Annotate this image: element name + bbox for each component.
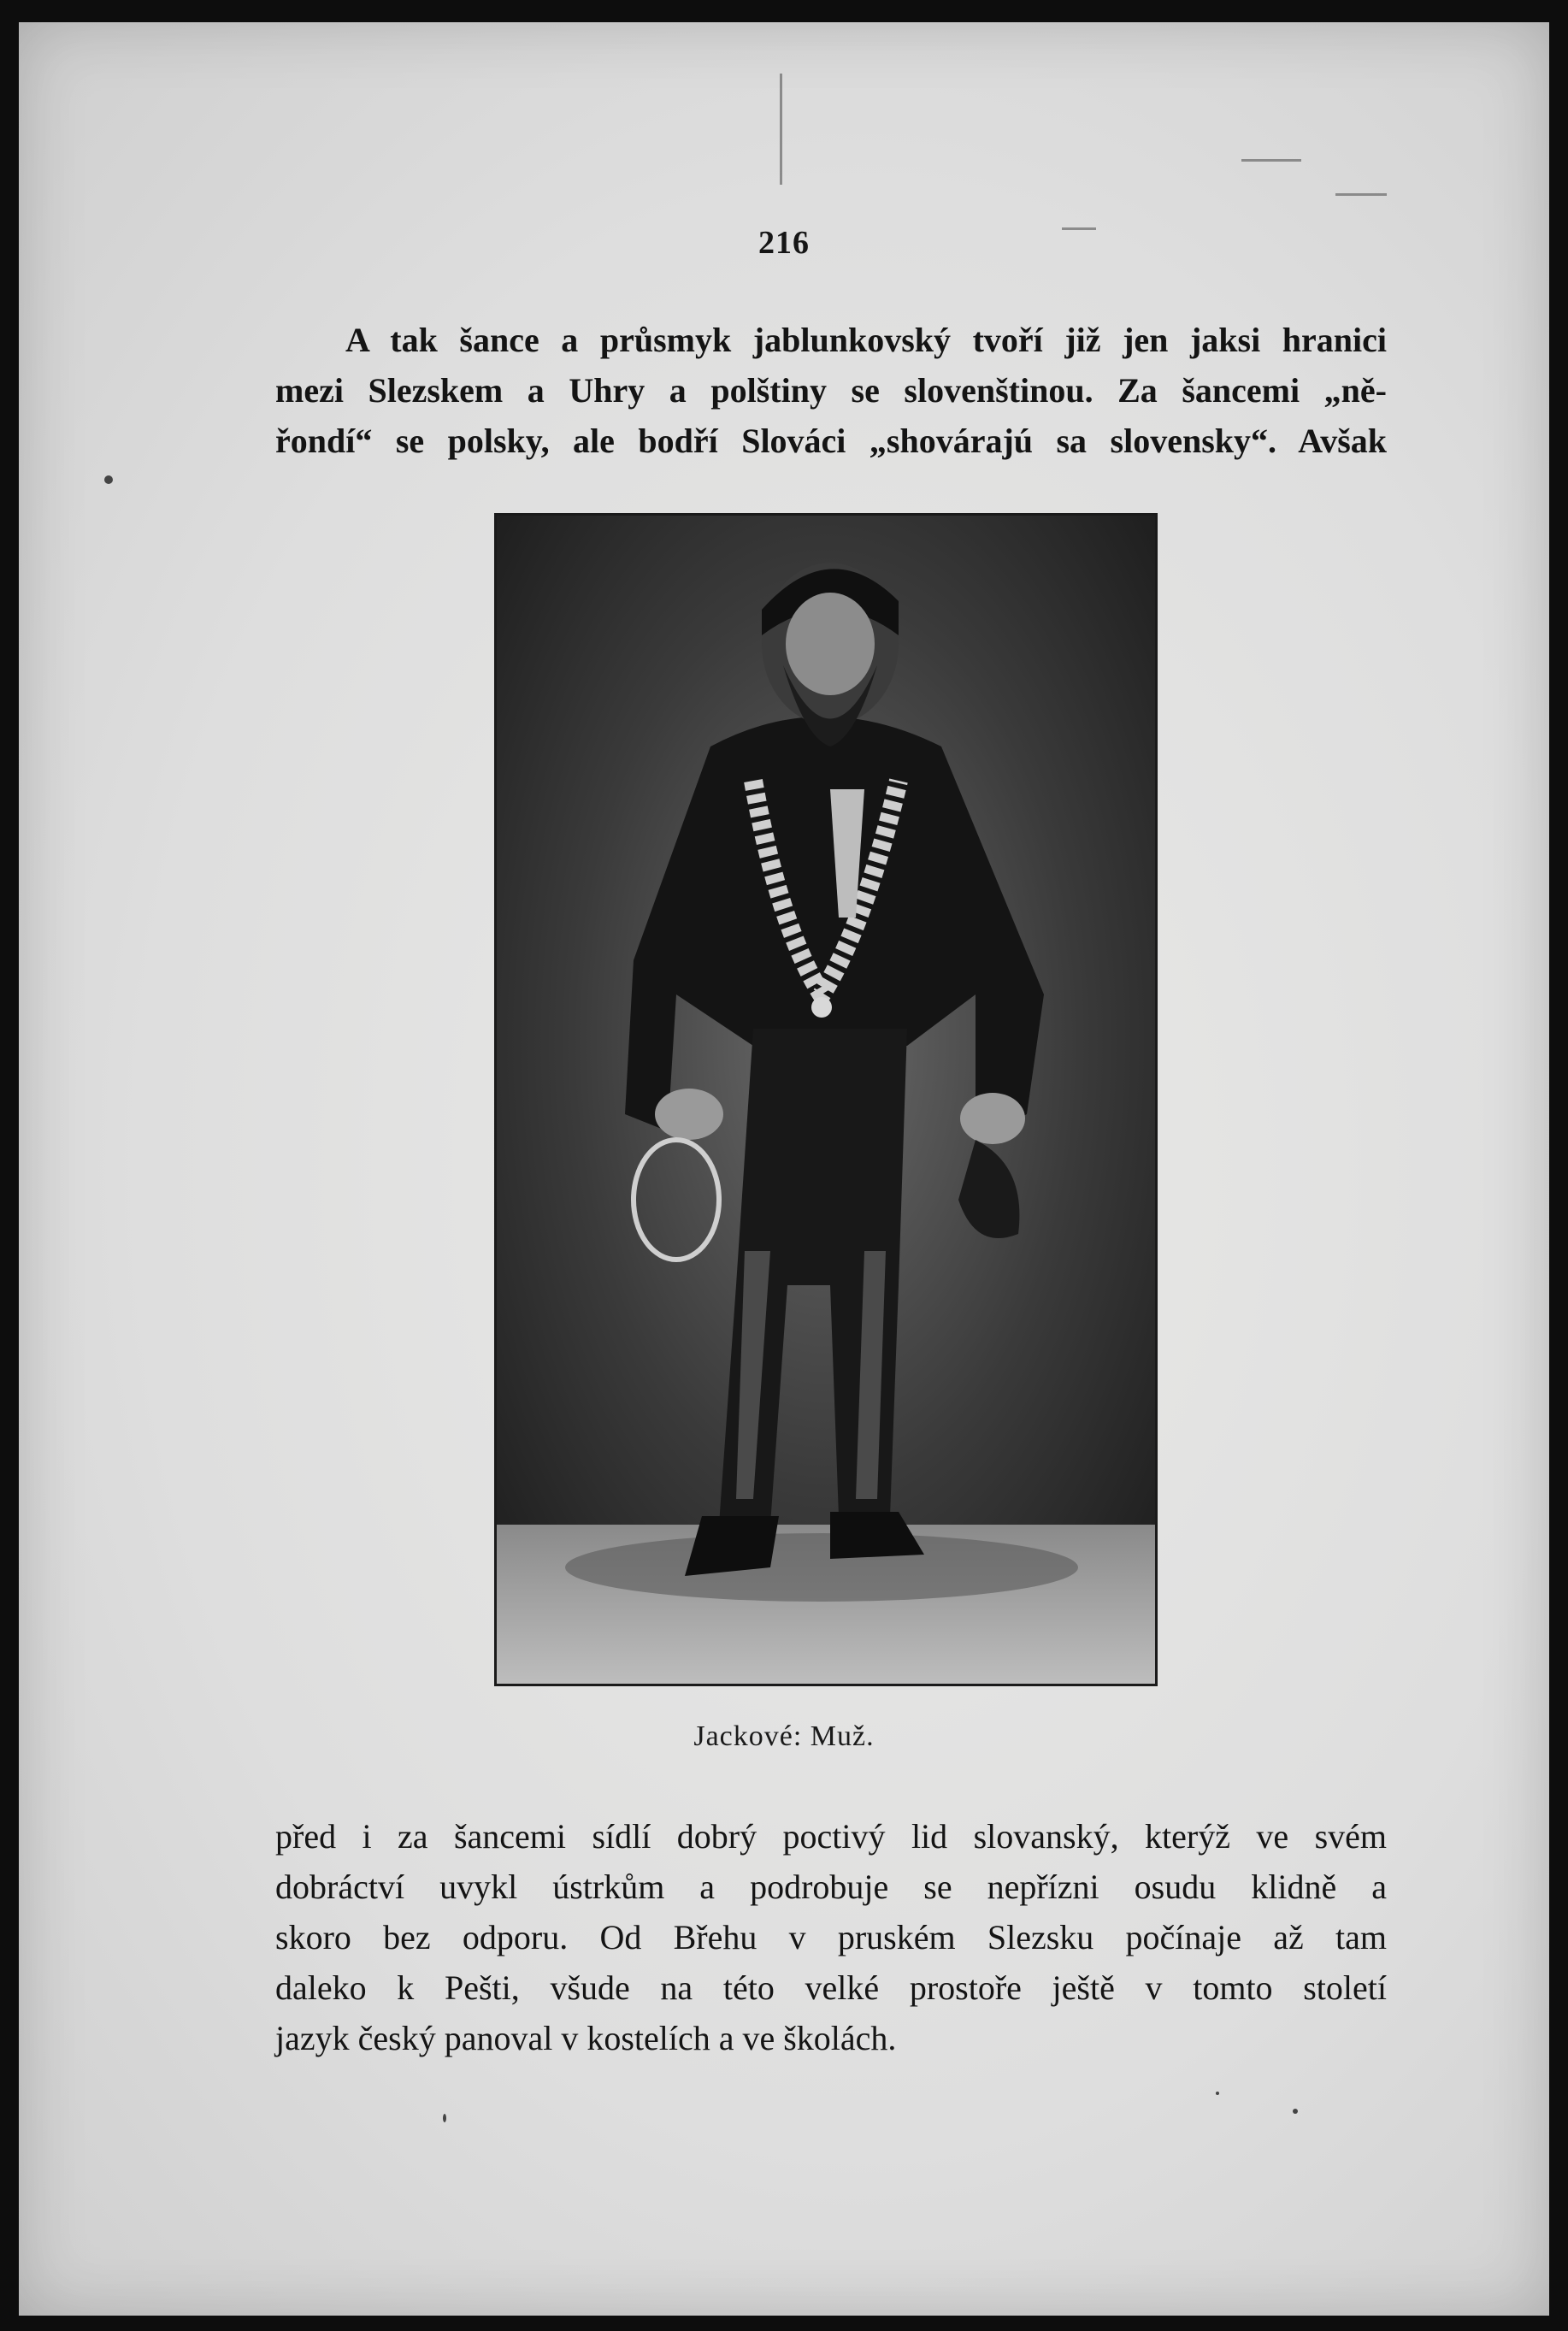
text-line: A tak šance a průsmyk jablunkovský tvoří již jen jaksi hranici [345,321,1387,359]
text-line: skoro bez odporu. Od Břehu v pruském Slezsku počínaje až tam [275,1918,1387,1956]
scan-mark [1335,193,1387,196]
scan-mark [780,74,782,185]
text-line: jazyk český panoval v kostelích a ve školách. [275,2019,897,2057]
text-line: daleko k Pešti, všude na této velké prostoře ještě v tomto století [275,1968,1387,2007]
scan-speck [104,475,113,484]
engraving-man-in-folk-costume-icon [497,516,1155,1684]
scan-speck [1216,2092,1219,2095]
illustration-engraving [494,513,1158,1686]
figure-caption: Jackové: Muž. [693,1720,875,1752]
scan-speck [443,2114,446,2122]
text-line: řondí“ se polsky, ale bodří Slováci „shovárajú sa slovensky“. Avšak [275,422,1387,460]
scan-mark [1241,159,1301,162]
paragraph-bottom [275,1811,1387,2063]
text-line: mezi Slezskem a Uhry a polštiny se slovenštinou. Za šancemi „ně- [275,371,1387,410]
paragraph-top [275,315,1387,466]
text-line: před i za šancemi sídlí dobrý poctivý lid slovanský, kterýž ve svém [275,1817,1387,1856]
page-number: 216 [758,225,810,261]
text-line: dobráctví uvykl ústrkům a podrobuje se nepřízni osudu klidně a [275,1868,1387,1906]
scan-speck [1293,2109,1298,2114]
